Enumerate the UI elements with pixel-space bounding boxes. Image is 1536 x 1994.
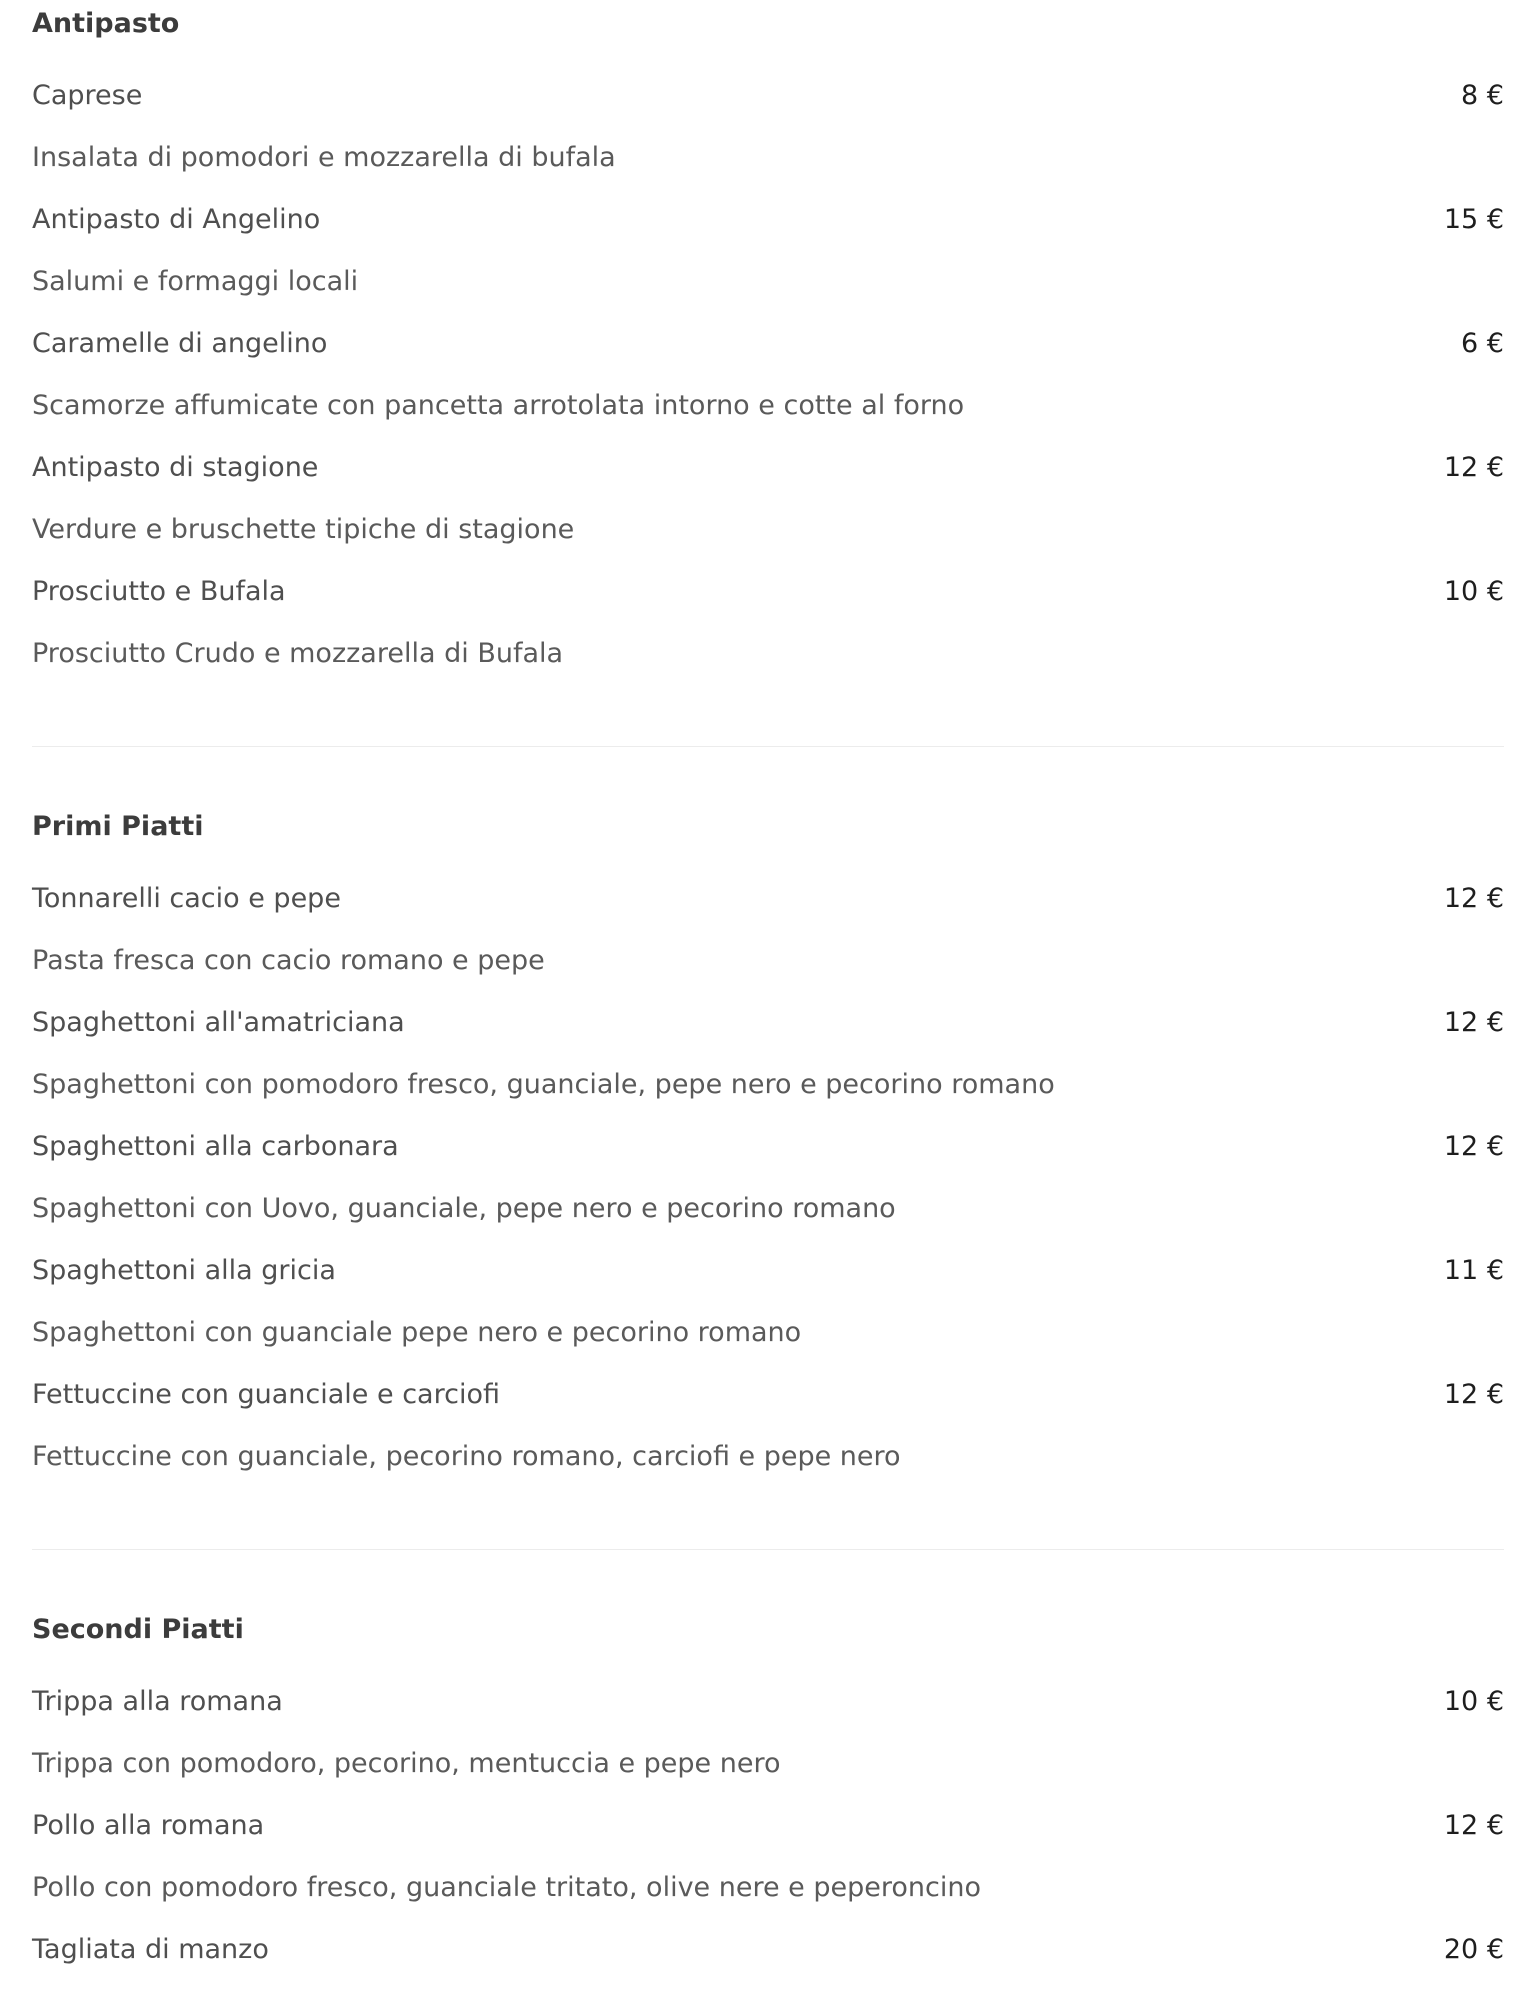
- item-name: Caprese: [32, 80, 143, 111]
- item-price: 6 €: [1461, 328, 1504, 359]
- item-name: Spaghettoni alla carbonara: [32, 1131, 399, 1162]
- item-price: 12 €: [1443, 1810, 1504, 1841]
- item-name: Tonnarelli cacio e pepe: [32, 883, 341, 914]
- item-name: Trippa alla romana: [32, 1686, 283, 1717]
- menu-item: [32, 1253, 1504, 1377]
- item-description: Fettuccine con guanciale, pecorino romano, carciofi e pepe nero: [32, 1441, 901, 1472]
- item-name: Prosciutto e Bufala: [32, 576, 286, 607]
- item-description: Insalata di pomodori e mozzarella di bufala: [32, 142, 616, 173]
- menu-item: [32, 881, 1504, 1005]
- menu-item-row: [32, 881, 1504, 943]
- item-price: 11 €: [1443, 1255, 1504, 1286]
- menu-item-row: [32, 1253, 1504, 1315]
- item-name: Spaghettoni all'amatriciana: [32, 1007, 405, 1038]
- item-price: 10 €: [1443, 576, 1504, 607]
- item-price: 12 €: [1443, 452, 1504, 483]
- section-primi-piatti: [32, 746, 1504, 1501]
- menu-item-row: [32, 78, 1504, 140]
- item-price: 12 €: [1443, 883, 1504, 914]
- item-description: Pollo con pomodoro fresco, guanciale tritato, olive nere e peperoncino: [32, 1872, 981, 1903]
- menu-item: [32, 574, 1504, 698]
- item-description: Scamorze affumicate con pancetta arrotolata intorno e cotte al forno: [32, 390, 965, 421]
- item-price: 12 €: [1443, 1007, 1504, 1038]
- item-name: Pollo alla romana: [32, 1810, 265, 1841]
- item-price: 20 €: [1443, 1934, 1504, 1965]
- item-description: Salumi e formaggi locali: [32, 266, 359, 297]
- item-name: Antipasto di stagione: [32, 452, 319, 483]
- menu-item-row: [32, 1808, 1504, 1870]
- section-secondi-piatti: [32, 1549, 1504, 1994]
- menu-item-row: [32, 1129, 1504, 1191]
- item-price: 12 €: [1443, 1131, 1504, 1162]
- menu-item-row: [32, 326, 1504, 388]
- menu-item: [32, 1005, 1504, 1129]
- item-name: Antipasto di Angelino: [32, 204, 321, 235]
- item-description: Verdure e bruschette tipiche di stagione: [32, 514, 575, 545]
- menu-item: [32, 1932, 1504, 1994]
- item-description: Trippa con pomodoro, pecorino, mentuccia e pepe nero: [32, 1748, 781, 1779]
- section-title: Primi Piatti: [32, 811, 204, 842]
- menu-item: [32, 202, 1504, 326]
- section-title: Secondi Piatti: [32, 1614, 244, 1645]
- menu-item: [32, 1129, 1504, 1253]
- item-name: Fettuccine con guanciale e carciofi: [32, 1379, 500, 1410]
- menu-item: [32, 326, 1504, 450]
- item-price: 15 €: [1443, 204, 1504, 235]
- menu-item-row: [32, 1932, 1504, 1994]
- item-price: 12 €: [1443, 1379, 1504, 1410]
- item-description: Spaghettoni con Uovo, guanciale, pepe nero e pecorino romano: [32, 1193, 896, 1224]
- item-name: Spaghettoni alla gricia: [32, 1255, 336, 1286]
- menu-item: [32, 450, 1504, 574]
- item-price: 10 €: [1443, 1686, 1504, 1717]
- menu-item-row: [32, 574, 1504, 636]
- menu-item: [32, 1377, 1504, 1501]
- item-description: Prosciutto Crudo e mozzarella di Bufala: [32, 638, 564, 669]
- menu-item-row: [32, 1684, 1504, 1746]
- menu-item: [32, 1684, 1504, 1808]
- section-antipasto: [32, 0, 1504, 698]
- menu-item: [32, 1808, 1504, 1932]
- menu-item-row: [32, 450, 1504, 512]
- item-name: Tagliata di manzo: [32, 1934, 269, 1965]
- item-description: Pasta fresca con cacio romano e pepe: [32, 945, 545, 976]
- item-name: Caramelle di angelino: [32, 328, 328, 359]
- item-price: 8 €: [1461, 80, 1504, 111]
- item-description: Spaghettoni con guanciale pepe nero e pecorino romano: [32, 1317, 802, 1348]
- section-title: Antipasto: [32, 8, 180, 39]
- item-description: Spaghettoni con pomodoro fresco, guanciale, pepe nero e pecorino romano: [32, 1069, 1055, 1100]
- menu-item-row: [32, 1005, 1504, 1067]
- menu-item-row: [32, 1377, 1504, 1439]
- menu-item: [32, 78, 1504, 202]
- menu-item-row: [32, 202, 1504, 264]
